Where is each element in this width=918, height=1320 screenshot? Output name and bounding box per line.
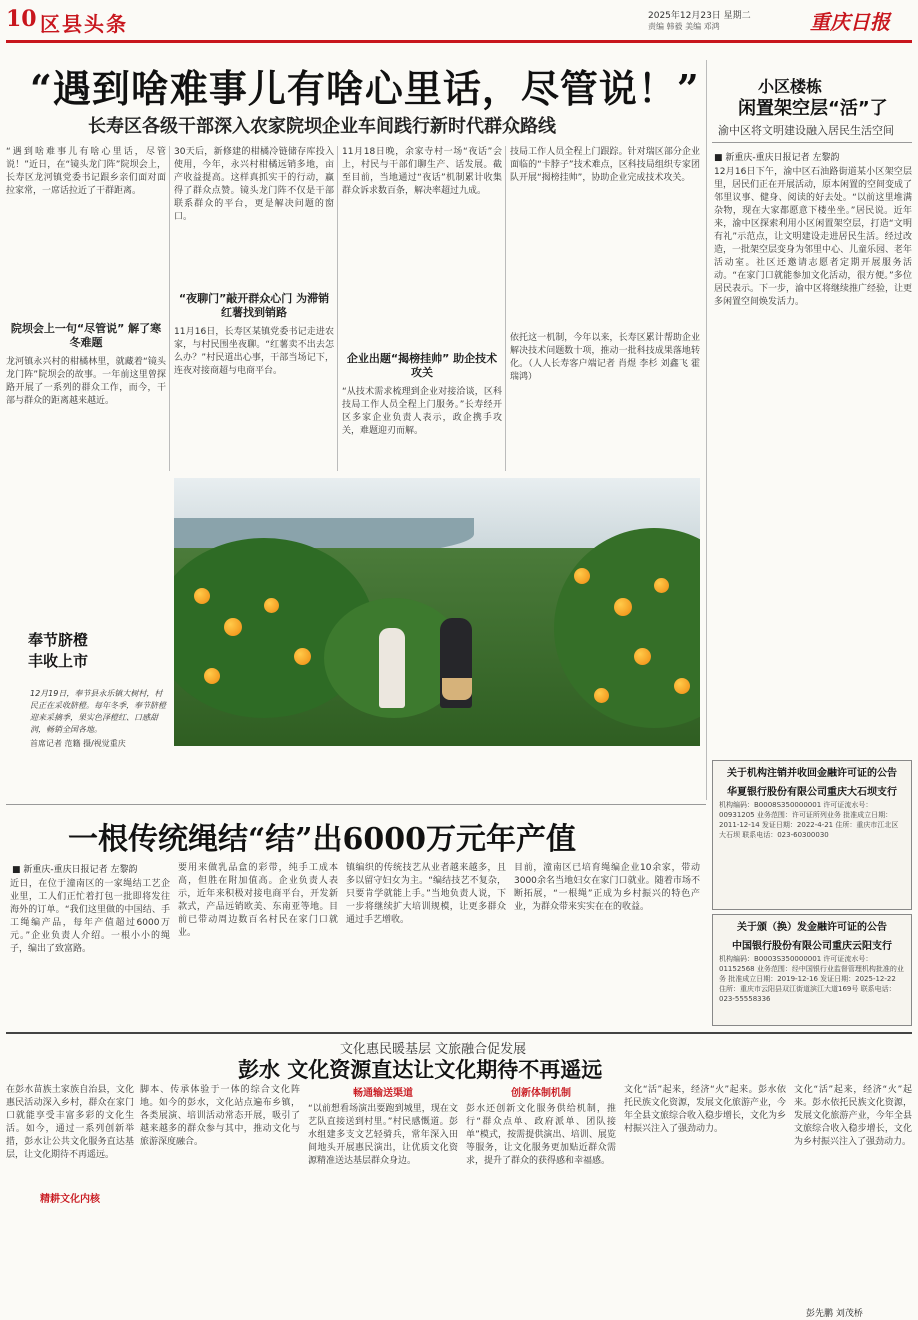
orchard-photo: [174, 478, 700, 746]
culture-byline: 彭先鹏 刘茂桥: [806, 1309, 863, 1319]
lead-headline: “遇到啥难事儿有啥心里话，尽管说！”: [30, 66, 700, 111]
culture-column-2: 脚本、传承体验于一体的综合文化阵地。如今的彭水，文化站点遍布乡镇，各类展演、培训活动常态开展，吸引了越来越多的群众参与其中，推动文化与旅游深度融合。: [140, 1085, 300, 1147]
lead-column-3: [342, 146, 502, 471]
photo-caption: 12月19日，奉节县永乐镇大树村，村民正在采收脐橙。每年冬季，奉节脐橙迎来采摘季，果实色泽橙红、口感甜润，畅销全国各地。: [30, 689, 166, 734]
lead-col4-text-a: 技局工作人员全程上门跟踪。针对瑞区部分企业面临的“卡脖子”技术难点，区科技局组织专家团队开展“揭榜挂帅”，协助企业完成技术攻关。: [510, 147, 700, 183]
sidebar-headline: 闲置架空层“活”了: [738, 98, 888, 119]
column-rule: [337, 146, 338, 471]
lead-col3-text-a: 11月18日晚，余家寺村一场“夜话”会上，村民与干部们聊生产、话发展。截至目前，当地通过“夜话”机制累计收集群众诉求数百条，解决率超过九成。: [342, 147, 502, 196]
notice-text: 机构编码：B0008S350000001 许可证流水号：00931205 业务范围：许可证所列业务 批准成立日期：2011-12-14 发证日期：2022-4-21 住所：重庆市江北区大石坝 联系电话：023-60300030: [719, 801, 899, 839]
photo-caption-headline: [28, 630, 88, 672]
sidebar-subhead: 渝中区将文明建设融入居民生活空间: [718, 124, 894, 137]
notice-title: 关于机构注销并收回金融许可证的公告: [727, 768, 897, 779]
sidebar-rule: [712, 142, 912, 143]
culture-subhead-1: 精耕文化内核: [40, 1194, 100, 1205]
column-rule: [505, 146, 506, 471]
culture-col1-text: 在彭水苗族土家族自治县，文化惠民活动深入乡村，群众在家门口就能享受丰富多彩的文化生活。如今，通过一系列创新举措，彭水让公共文化服务直达基层，让文化期待不再遥远。: [6, 1085, 134, 1160]
lead-col4-text-b: 依托这一机制，今年以来，长寿区累计帮助企业解决技术问题数十项，推动一批科技成果落地转化。（人人长寿客户端记者 肖煜 李杉 刘鑫飞 霍瑞鸿）: [510, 333, 700, 382]
column-rule: [706, 60, 707, 800]
lead-col2-text-b: 11月16日，长寿区某镇党委书记走进农家，与村民围坐夜聊。“红薯卖不出去怎么办？”村民道出心事，干部当场记下，连夜对接商超与电商平台。: [174, 327, 334, 376]
notice-license-issuance: [712, 914, 912, 1026]
lead-col1-subhead: 院坝会上一句“尽管说” 解了寒冬难题: [10, 322, 162, 349]
culture-kicker: 文化惠民暖基层 文旅融合促发展: [340, 1042, 527, 1057]
notice-institution: 中国银行股份有限公司重庆云阳支行: [732, 941, 892, 952]
sidebar-kicker: 小区楼栋: [758, 77, 823, 96]
lead-col2-text-a: 30天后，新修建的柑橘冷链储存库投入使用，今年，永兴村柑橘远销多地，亩产收益提高。这样真抓实干的行动，赢得了群众点赞。镜头龙门阵不仅是干部联系群众的平台，更是解决问题的窗口。: [174, 147, 334, 222]
rope-headline: 一根传统绳结“结”出6000万元年产值: [68, 822, 577, 857]
culture-column-5: 文化“活”起来，经济“火”起来。彭水依托民族文化资源，发展文化旅游产业，今年全县文旅综合收入稳步增长，文化为乡村振兴注入了强劲动力。: [624, 1085, 786, 1134]
lead-column-4: [510, 146, 700, 471]
newspaper-logo: 重庆日报: [810, 10, 890, 34]
culture-col3-text: “以前想看场演出要跑到城里，现在文艺队直接送到村里。”村民感慨道。彭水组建多支文艺轻骑兵，常年深入田间地头开展惠民演出，让优质文化资源精准送达基层群众身边。: [308, 1104, 458, 1166]
sidebar-body: 12月16日下午，渝中区石油路街道某小区架空层里，居民们正在开展活动，原本闲置的空间变成了邻里议事、健身、阅读的好去处。“以前这里堆满杂物，现在大家都愿意下楼坐坐。”居民说。近年来，渝中区探索利用小区闲置架空层，打造“文明有礼”示范点，让文明建设走进居民生活。经过改造，一批架空层变身为邻里中心、儿童乐园、老年活动室。社区还邀请志愿者定期开展服务活动。“在家门口就能参加文化活动，很方便。”多位居民表示。下一步，渝中区将继续推广经验，让更多闲置空间焕发活力。: [714, 167, 912, 307]
culture-column-4: [466, 1084, 616, 1314]
lead-subhead: 长寿区各级干部深入农家院坝企业车间践行新时代群众路线: [88, 116, 556, 137]
photo-caption-head-line-1: 奉节脐橙: [28, 631, 89, 649]
rope-col-1: 近日，在位于潼南区的一家绳结工艺企业里，工人们正忙着打包一批即将发往海外的订单。“我们这里做的中国结、手工绳编产品，每年产值超过6000万元。”企业负责人介绍。一根小小的绳子，编出了致富路。: [10, 879, 170, 954]
notice-title: 关于颁（换）发金融许可证的公告: [737, 922, 887, 933]
page-number: 10: [6, 6, 37, 32]
culture-subhead-3: 创新体制机制: [511, 1088, 571, 1099]
masthead-rule: [6, 40, 912, 43]
column-rule: [169, 146, 170, 471]
rope-col-3: 镇编织的传统技艺从业者越来越多，且多以留守妇女为主。“编结技艺不复杂，只要肯学就能上手。”当地负责人说，下一步将继续扩大培训规模，让更多群众通过手艺增收。: [346, 863, 506, 925]
culture-col4-text: 彭水还创新文化服务供给机制，推行“群众点单、政府派单、团队接单”模式，按需提供演出、培训、展览等服务，让文化服务更加贴近群众需求，提升了群众的获得感和幸福感。: [466, 1104, 616, 1166]
sidebar-byline: ■ 新重庆-重庆日报记者 左黎韵: [714, 153, 840, 163]
bottom-section-rule: [6, 1032, 912, 1034]
notice-license-revocation: [712, 760, 912, 910]
lead-col2-subhead: “夜聊门”敲开群众心门 为滞销红薯找到销路: [178, 292, 330, 319]
section-title: 区县头条: [40, 12, 128, 36]
notice-institution: 华夏银行股份有限公司重庆大石坝支行: [727, 787, 897, 798]
culture-subhead-2: 畅通输送渠道: [353, 1088, 413, 1099]
culture-headline: 彭水 文化资源直达让文化期待不再遥远: [238, 1057, 603, 1082]
rope-col-4: 目前，潼南区已培育绳编企业10余家，带动3000余名当地妇女在家门口就业。随着市场不断拓展，“一根绳”正成为乡村振兴的特色产业，为群众带来实实在在的收益。: [514, 863, 700, 912]
rope-col-2: 要用来做乳品盒的彩带，纯手工成本高，但胜在附加值高。企业负责人表示，近年来积极对接电商平台，开发新款式，产品远销欧美、东南亚等地。目前已带动周边数百名村民在家门口就业。: [178, 863, 338, 938]
harvest-basket: [442, 678, 472, 700]
lead-column-2: [174, 146, 334, 471]
lead-col3-text-b: “从技术需求梳理到企业对接洽谈，区科技局工作人员全程上门服务。”长寿经开区多家企业负责人表示，政企携手攻关，难题迎刃而解。: [342, 387, 502, 436]
issue-date: 2025年12月23日 星期二: [648, 11, 751, 21]
issue-editors: 责编 韩毅 美编 邓鸿: [648, 22, 720, 31]
culture-column-6: 文化“活”起来，经济“火”起来。彭水依托民族文化资源，发展文化旅游产业，今年全县文旅综合收入稳步增长，文化为乡村振兴注入了强劲动力。: [794, 1085, 912, 1147]
culture-column-1: [6, 1084, 134, 1314]
photo-credit: 首席记者 范籍 摄/视觉重庆: [30, 739, 126, 748]
rope-byline: ■ 新重庆-重庆日报记者 左黎韵: [12, 865, 138, 875]
culture-column-3: [308, 1084, 458, 1314]
lead-col1-text-b: 龙河镇永兴村的柑橘林里，就藏着“镜头龙门阵”院坝会的故事。一年前这里曾探路开展了一系列的群众工作，而今，干部与群众的距离越来越近。: [6, 357, 166, 406]
lead-col3-subhead: 企业出题“揭榜挂帅” 助企技术攻关: [346, 352, 498, 379]
photo-caption-head-line-2: 丰收上市: [28, 652, 89, 670]
lead-column-1: [6, 146, 166, 471]
notice-text: 机构编码：B0003S350000001 许可证流水号：01152568 业务范围：经中国银行业监督管理机构批准的业务 批准成立日期：2019-12-16 发证日期：2025-12-22 住所：重庆市云阳县双江街道滨江大道169号 联系电话：023-55558336: [719, 955, 904, 1003]
section-rule: [6, 804, 706, 805]
farmer-figure: [379, 628, 405, 708]
lead-col1-text-a: “遇到啥难事儿有啥心里话，尽管说！”近日，在“镜头龙门阵”院坝会上，长寿区龙河镇党委书记跟乡亲们面对面拉家常，一席话拉近了干群距离。: [6, 147, 166, 196]
